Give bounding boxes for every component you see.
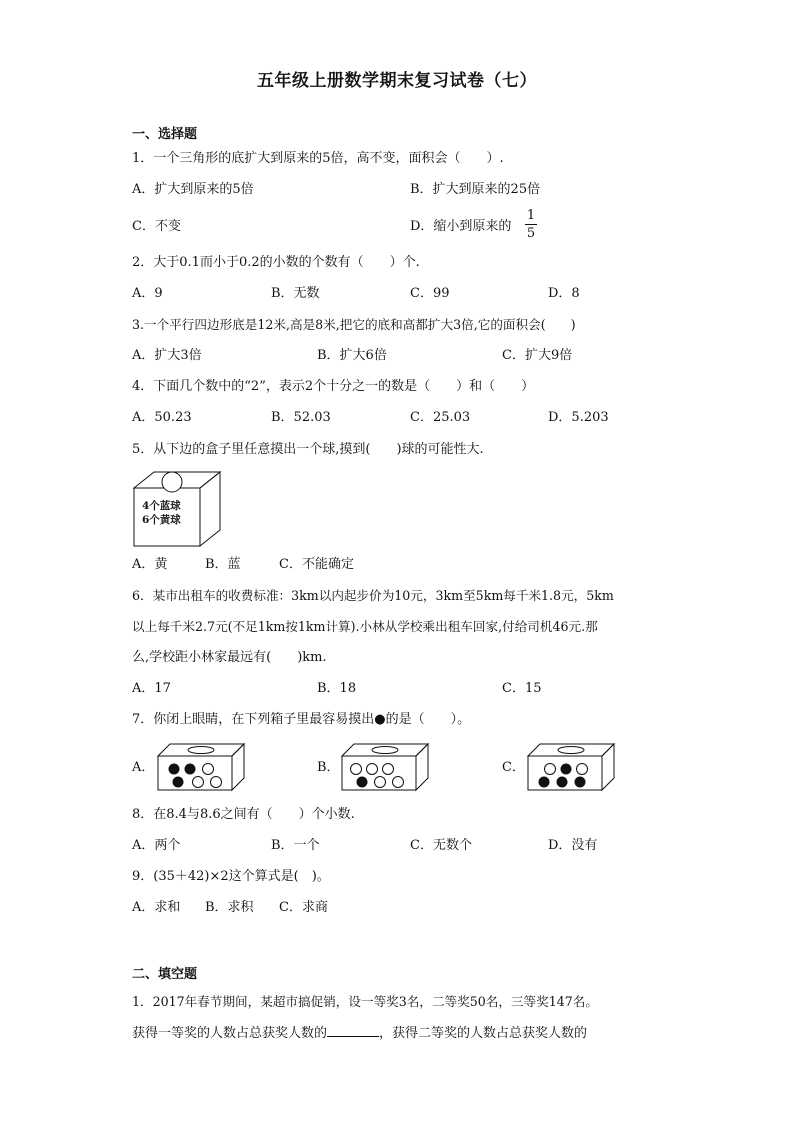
black-ball: [169, 764, 180, 775]
black-ball: [173, 777, 184, 788]
question-3-stem: 3.一个平行四边形底是12米,高是8米,把它的底和高都扩大3倍,它的面积会( ): [132, 317, 576, 332]
box-opening: [558, 747, 584, 754]
white-ball: [351, 764, 362, 775]
box-side-face: [602, 744, 614, 790]
black-ball: [539, 777, 550, 788]
question-4-option-b[interactable]: B．52.03: [271, 410, 331, 425]
section-heading-fill-blank: 二、填空题: [132, 967, 198, 982]
white-ball: [203, 764, 214, 775]
question-7-option-b[interactable]: B．: [317, 760, 340, 775]
box-side-face: [416, 744, 428, 790]
box-label-blue: 4个蓝球: [142, 500, 181, 512]
question-9-option-a[interactable]: A．求和: [132, 900, 181, 915]
box-opening: [188, 747, 214, 754]
box-side-face: [200, 472, 220, 546]
black-ball: [575, 777, 586, 788]
question-4-option-c[interactable]: C．25.03: [410, 410, 471, 425]
fill-question-1-line-2: [132, 1024, 587, 1043]
box-top-face: [342, 744, 428, 756]
ball-box-b[interactable]: [340, 742, 430, 792]
fraction-one-fifth: [524, 208, 538, 241]
question-2-option-d[interactable]: D．8: [548, 286, 580, 301]
box-top-face: [528, 744, 614, 756]
fraction-bar: [525, 224, 537, 225]
page-title: 五年级上册数学期末复习试卷（七）: [257, 71, 537, 91]
question-8-stem: 8．在8.4与8.6之间有（ ）个小数.: [132, 807, 355, 822]
question-4-option-a[interactable]: A．50.23: [132, 410, 192, 425]
question-7-option-a[interactable]: A．: [132, 760, 155, 775]
white-ball: [545, 764, 556, 775]
question-1-stem: 1．一个三角形的底扩大到原来的5倍，高不变，面积会（ ）.: [132, 151, 504, 166]
question-6-option-c[interactable]: C．15: [502, 681, 542, 696]
white-ball: [577, 764, 588, 775]
fraction-denominator: 5: [526, 226, 536, 241]
question-5-option-c[interactable]: C．不能确定: [279, 557, 354, 572]
question-6-line-2: 以上每千米2.7元(不足1km按1km计算).小林从学校乘出租车回家,付给司机46元.那: [132, 619, 598, 634]
question-8-option-d[interactable]: D．没有: [548, 838, 598, 853]
question-4-option-d[interactable]: D．5.203: [548, 410, 609, 425]
question-2-stem: 2．大于0.1而小于0.2的小数的个数有（ ）个.: [132, 255, 420, 270]
question-9-stem: 9．(35＋42)×2这个算式是( )。: [132, 869, 330, 884]
section-heading-choice: 一、选择题: [132, 127, 198, 142]
box-opening-circle: [162, 472, 182, 492]
black-ball: [561, 764, 572, 775]
question-6-option-a[interactable]: A．17: [132, 681, 171, 696]
question-3-option-c[interactable]: C．扩大9倍: [502, 348, 573, 363]
question-3-option-a[interactable]: A．扩大3倍: [132, 348, 202, 363]
question-5-option-a[interactable]: A．黄: [132, 557, 168, 572]
question-6-option-b[interactable]: B．18: [317, 681, 357, 696]
question-1-option-b[interactable]: B．扩大到原来的25倍: [410, 182, 541, 197]
white-ball: [193, 777, 204, 788]
answer-blank[interactable]: [327, 1024, 379, 1037]
question-5-stem: 5．从下边的盒子里任意摸出一个球,摸到( )球的可能性大.: [132, 442, 484, 457]
question-5-option-b[interactable]: B．蓝: [205, 557, 241, 572]
question-9-option-c[interactable]: C．求商: [279, 900, 328, 915]
white-ball: [211, 777, 222, 788]
box-opening: [372, 747, 398, 754]
question-1-option-d[interactable]: D．缩小到原来的: [410, 219, 512, 234]
fill-question-1-text-b: ，获得二等奖的人数占总获奖人数的: [379, 1026, 588, 1041]
fill-question-1-line-1: 1．2017年春节期间，某超市搞促销，设一等奖3名，二等奖50名，三等奖147名。: [132, 994, 598, 1009]
question-1-option-c[interactable]: C．不变: [132, 219, 181, 234]
black-ball: [357, 777, 368, 788]
fraction-numerator: 1: [526, 208, 536, 223]
white-ball: [393, 777, 404, 788]
black-ball: [557, 777, 568, 788]
question-8-option-b[interactable]: B．一个: [271, 838, 320, 853]
question-9-option-b[interactable]: B．求积: [205, 900, 254, 915]
question-2-option-b[interactable]: B．无数: [271, 286, 320, 301]
fill-question-1-text-a: 获得一等奖的人数占总获奖人数的: [132, 1026, 328, 1041]
question-8-option-a[interactable]: A．两个: [132, 838, 181, 853]
white-ball: [375, 777, 386, 788]
question-2-option-c[interactable]: C．99: [410, 286, 450, 301]
white-ball: [383, 764, 394, 775]
ball-box-a[interactable]: [156, 742, 246, 792]
box-label-yellow: 6个黄球: [142, 514, 181, 526]
question-7-stem: 7．你闭上眼睛，在下列箱子里最容易摸出●的是（ ）。: [132, 712, 471, 727]
question-2-option-a[interactable]: A．9: [132, 286, 163, 301]
box-side-face: [232, 744, 244, 790]
question-8-option-c[interactable]: C．无数个: [410, 838, 472, 853]
question-4-stem: 4．下面几个数中的“2”，表示2个十分之一的数是（ ）和（ ）: [132, 379, 535, 394]
question-3-option-b[interactable]: B．扩大6倍: [317, 348, 387, 363]
question-1-option-a[interactable]: A．扩大到原来的5倍: [132, 182, 254, 197]
box-top-face: [158, 744, 244, 756]
ball-box-c[interactable]: [526, 742, 616, 792]
white-ball: [367, 764, 378, 775]
black-ball: [185, 764, 196, 775]
question-6-line-3: 么,学校距小林家最远有( )km.: [132, 650, 327, 665]
question-7-option-c[interactable]: C．: [502, 760, 525, 775]
question-6-line-1: 6．某市出租车的收费标准：3km以内起步价为10元，3km至5km每千米1.8元，5km: [132, 588, 614, 603]
